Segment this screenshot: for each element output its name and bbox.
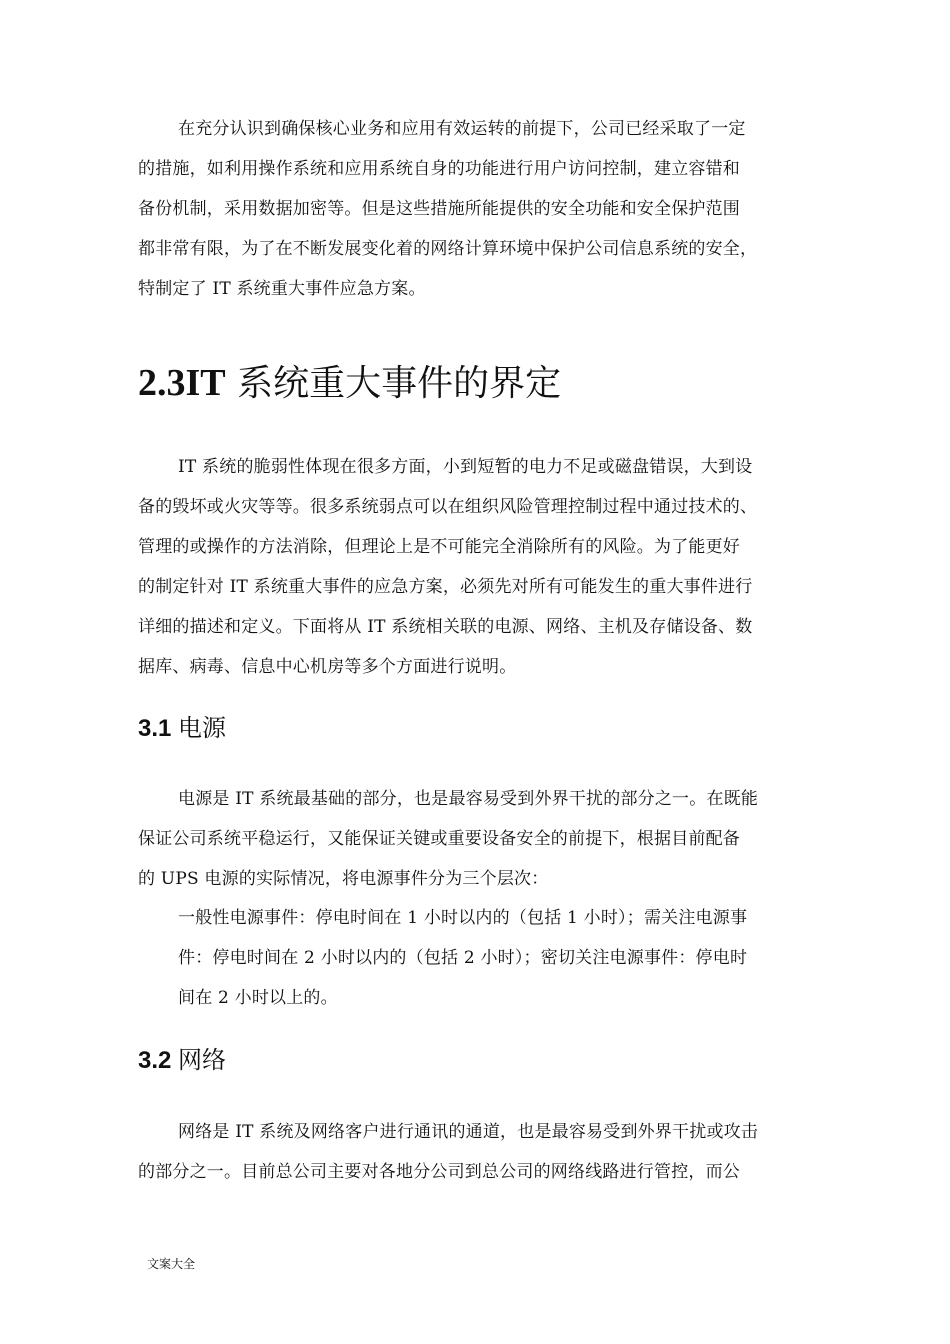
paragraph-line: 据库、病毒、信息中心机房等多个方面进行说明。 bbox=[138, 657, 517, 677]
paragraph-line: 的部分之一。目前总公司主要对各地分公司到总公司的网络线路进行管控，而公 bbox=[138, 1162, 740, 1182]
paragraph-line: 一般性电源事件：停电时间在 1 小时以内的（包括 1 小时）；需关注电源事 bbox=[178, 908, 748, 928]
section-title: 网络 bbox=[171, 1047, 227, 1074]
intro-line: 备份机制，采用数据加密等。但是这些措施所能提供的安全功能和安全保护范围 bbox=[138, 199, 740, 219]
paragraph-line: 的制定针对 IT 系统重大事件的应急方案，必须先对所有可能发生的重大事件进行 bbox=[138, 577, 753, 597]
section-3-2-paragraph bbox=[138, 1112, 828, 1192]
section-number: 3.2 bbox=[138, 1047, 172, 1074]
intro-line: 的措施，如利用操作系统和应用系统自身的功能进行用户访问控制，建立容错和 bbox=[138, 159, 740, 179]
page-footer: 文案大全 bbox=[147, 1257, 196, 1271]
power-event-levels bbox=[178, 898, 828, 1018]
paragraph-line: 网络是 IT 系统及网络客户进行通讯的通道，也是最容易受到外界干扰或攻击 bbox=[178, 1122, 759, 1142]
intro-line: 都非常有限，为了在不断发展变化着的网络计算环境中保护公司信息系统的安全， bbox=[138, 239, 758, 259]
section-title: 电源 bbox=[171, 715, 227, 742]
paragraph-line: 详细的描述和定义。下面将从 IT 系统相关联的电源、网络、主机及存储设备、数 bbox=[138, 617, 753, 637]
section-2-3-paragraph bbox=[138, 447, 828, 687]
section-3-1-paragraph bbox=[138, 779, 828, 899]
paragraph-line: 管理的或操作的方法消除，但理论上是不可能完全消除所有的风险。为了能更好 bbox=[138, 537, 740, 557]
paragraph-line: IT 系统的脆弱性体现在很多方面，小到短暂的电力不足或磁盘错误，大到设 bbox=[178, 457, 753, 477]
intro-paragraph bbox=[138, 109, 828, 309]
paragraph-line: 间在 2 小时以上的。 bbox=[178, 988, 338, 1008]
section-heading-3-2 bbox=[138, 1045, 226, 1077]
intro-line: 在充分认识到确保核心业务和应用有效运转的前提下，公司已经采取了一定 bbox=[178, 119, 746, 139]
section-heading-3-1 bbox=[138, 713, 226, 745]
paragraph-line: 保证公司系统平稳运行，又能保证关键或重要设备安全的前提下，根据目前配备 bbox=[138, 829, 740, 849]
paragraph-line: 备的毁坏或火灾等等。很多系统弱点可以在组织风险管理控制过程中通过技术的、 bbox=[138, 497, 758, 517]
section-title: 系统重大事件的界定 bbox=[225, 363, 562, 404]
paragraph-line: 件：停电时间在 2 小时以内的（包括 2 小时）；密切关注电源事件：停电时 bbox=[178, 948, 748, 968]
section-heading-2-3 bbox=[138, 361, 561, 406]
paragraph-line: 电源是 IT 系统最基础的部分，也是最容易受到外界干扰的部分之一。在既能 bbox=[178, 789, 759, 809]
section-number: 3.1 bbox=[138, 715, 172, 742]
section-number: 2.3IT bbox=[138, 362, 226, 404]
paragraph-line: 的 UPS 电源的实际情况，将电源事件分为三个层次： bbox=[138, 869, 549, 889]
intro-line: 特制定了 IT 系统重大事件应急方案。 bbox=[138, 279, 426, 299]
